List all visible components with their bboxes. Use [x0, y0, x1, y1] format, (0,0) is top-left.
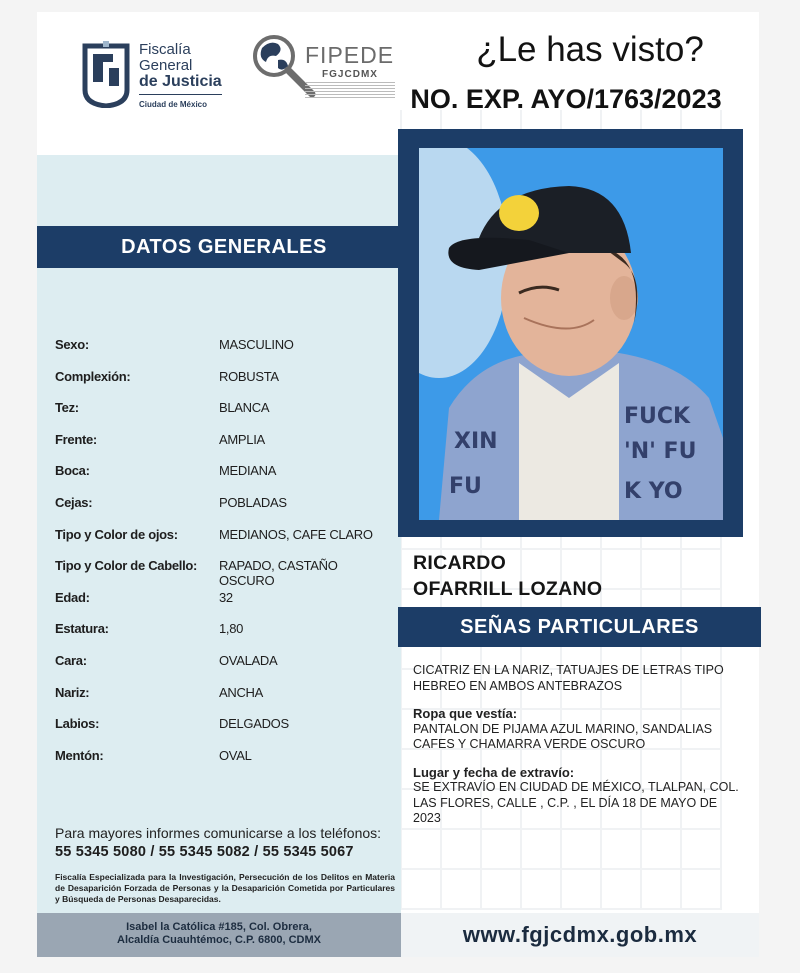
fipede-subtitle: FGJCDMX: [322, 69, 378, 80]
data-label: Complexión:: [55, 368, 131, 384]
data-value: 1,80: [219, 621, 244, 637]
data-row: [55, 527, 395, 559]
contact-intro: Para mayores informes comunicarse a los teléfonos:: [55, 825, 382, 841]
data-label: Tez:: [55, 400, 79, 416]
data-value: BLANCA: [219, 400, 270, 416]
person-name: [413, 550, 602, 602]
address-line-1: Isabel la Católica #185, Col. Obrera,: [126, 921, 312, 933]
data-label: Cara:: [55, 652, 87, 668]
contact-phones[interactable]: 55 5345 5080 / 55 5345 5082 / 55 5345 5067: [55, 844, 354, 860]
fgj-name: [139, 42, 222, 113]
data-row: [55, 400, 395, 432]
data-row: [55, 495, 395, 527]
org-line-3: de Justicia: [139, 73, 222, 90]
org-line-1: Fiscalía: [139, 41, 191, 58]
data-label: Boca:: [55, 463, 90, 479]
data-label: Nariz:: [55, 684, 90, 700]
senas-details: [413, 663, 743, 827]
data-value: MEDIANA: [219, 463, 277, 479]
org-line-2: General: [139, 57, 193, 74]
org-line-4: Ciudad de México: [139, 94, 222, 113]
fipede-logo: [305, 42, 395, 100]
data-label: Estatura:: [55, 621, 109, 637]
data-label: Frente:: [55, 431, 97, 447]
data-value: ROBUSTA: [219, 368, 279, 384]
data-row: [55, 558, 395, 590]
data-value: MASCULINO: [219, 337, 294, 352]
data-label: Tipo y Color de Cabello:: [55, 558, 198, 574]
data-value: POBLADAS: [219, 494, 287, 510]
data-row: [55, 621, 395, 653]
data-label: Tipo y Color de ojos:: [55, 526, 178, 542]
website-link[interactable]: www.fgjcdmx.gob.mx: [401, 913, 759, 957]
data-row: [55, 463, 395, 495]
svg-text:FUCK: FUCK: [624, 404, 691, 429]
lugar-label: Lugar y fecha de extravío:: [413, 764, 575, 780]
headline: ¿Le has visto?: [476, 30, 704, 69]
fipede-fine-print: [305, 82, 395, 100]
datos-generales-heading: DATOS GENERALES: [37, 226, 411, 268]
data-row: [55, 653, 395, 685]
data-row: [55, 748, 395, 780]
data-row: [55, 337, 395, 369]
name-line-2: OFARRILL LOZANO: [413, 578, 603, 600]
svg-text:FU: FU: [449, 474, 482, 499]
data-value: OVALADA: [219, 652, 278, 668]
fgj-logo-icon: [81, 38, 131, 108]
data-label: Cejas:: [55, 494, 93, 510]
lugar-text: SE EXTRAVÍO EN CIUDAD DE MÉXICO, TLALPAN, COL. LAS FLORES, CALLE , C.P. , EL DÍA 18 DE MAYO DE 2023: [413, 780, 739, 825]
data-value: 32: [219, 589, 233, 605]
senas-description: CICATRIZ EN LA NARIZ, TATUAJES DE LETRAS TIPO HEBREO EN AMBOS ANTEBRAZOS: [413, 663, 724, 693]
data-value: AMPLIA: [219, 431, 265, 447]
data-label: Labios:: [55, 716, 100, 732]
address-line-2: Alcaldía Cuauhtémoc, C.P. 6800, CDMX: [117, 934, 321, 946]
datos-list: [55, 337, 395, 779]
svg-text:XIN: XIN: [454, 429, 498, 454]
data-row: [55, 590, 395, 622]
ropa-text: PANTALON DE PIJAMA AZUL MARINO, SANDALIAS CAFES Y CHAMARRA VERDE OSCURO: [413, 721, 713, 751]
data-value: RAPADO, CASTAÑO OSCURO: [219, 558, 338, 589]
ropa-label: Ropa que vestía:: [413, 706, 518, 721]
data-row: [55, 432, 395, 464]
svg-text:'N' FU: 'N' FU: [624, 439, 697, 464]
senas-particulares-heading: SEÑAS PARTICULARES: [398, 607, 761, 647]
address-footer: [37, 913, 401, 957]
fipede-title: FIPEDE: [305, 42, 395, 68]
data-label: Edad:: [55, 589, 90, 605]
svg-text:K YO: K YO: [624, 479, 683, 504]
fiscalia-note: Fiscalía Especializada para la Investigación, Persecución de los Delitos en Materia de Desaparición Forzada de Personas y la Desaparición Cometida por Particulares y Búsqueda de Personas Desaparecidas.: [55, 872, 395, 904]
person-photo-illustration: [419, 148, 723, 520]
expediente-number: NO. EXP. AYO/1763/2023: [410, 84, 722, 114]
data-label: Sexo:: [55, 337, 89, 352]
contact-info: [55, 825, 395, 860]
data-label: Mentón:: [55, 747, 104, 763]
person-photo: [419, 148, 723, 520]
data-value: ANCHA: [219, 684, 264, 700]
data-row: [55, 685, 395, 717]
data-value: OVAL: [219, 747, 252, 763]
data-value: MEDIANOS, CAFE CLARO: [219, 526, 373, 542]
name-line-1: RICARDO: [413, 552, 507, 574]
data-row: [55, 716, 395, 748]
data-value: DELGADOS: [219, 716, 289, 732]
data-row: [55, 369, 395, 401]
